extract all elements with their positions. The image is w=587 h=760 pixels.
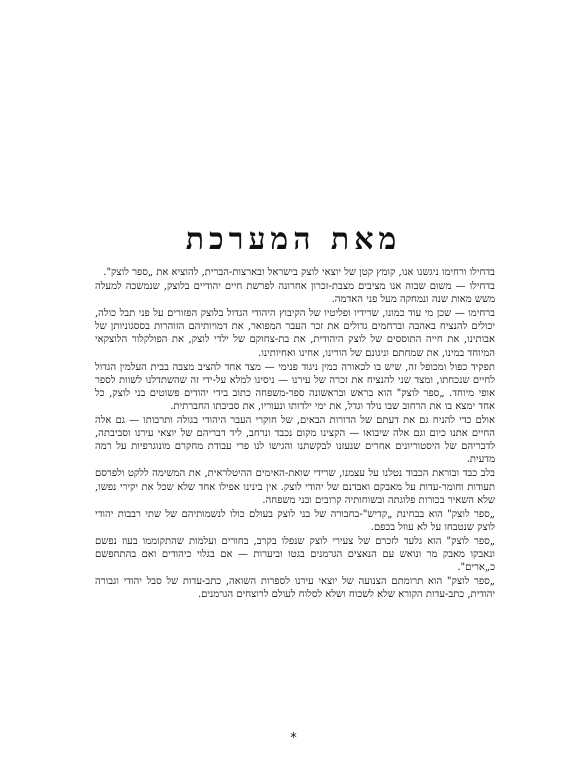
paragraph: בלב כבד ובוראת הכבוד נטלנו על עצמנו, שרידי שואת-האימים ההיטלראית, את המשימה ללקט ולפרסם תעודות וחומר-עדות על מאבקם ואבדנם של יהודי לוצק. אין בינינו אפילו אחד שלא שכל את יקירי נפשו, שלא השאיר בכורות פלוגתה ובשוחותיה קרובים ובני משפחה. (95, 468, 495, 506)
paragraph: אולם כדי להניח גם את דעתם של הדורות הבאים, של חוקרי העבר היהודי בגולה ותרבותו — גם אלה החיים אתנו כיום וגם אלה שיבואו — הקצינו מקום נכבד ונרחב, ליד דבריהם של יוצאי עירנו וסביבתה, לדבריהם של היסטוריונים אחרים שנעזנו לבקשתנו והגישו לנו פרי עבודת מחקרם מונוגרפיות על רמה מדעית. (95, 415, 495, 466)
body-text (95, 266, 495, 601)
page-title: מאת המערכת (185, 222, 402, 257)
end-asterisk: * (290, 731, 297, 746)
paragraph: תפקיד כפול ומכופל זה, שיש בו לכאורה כמין ניגוד פנימי — מצד אחד להציב מצבה בבית העלמין הגדול לחיים שנכחתו, ומצד שני להנציח את זכרה של עירנו — ניסינו למלא על-ידי זה שהשתדלנו לשוות לספר אופי מיוחד. „ספר לוצק" הוא בראש ובראשונה ספר-משפחה כתוב בידי יהודים פשוטים בני לוצק, כל אחד ימצא בו את הרחוב שבו נולד וגדל, את ימי ילדותו ונעוריו, את סביבתו החברתית. (95, 361, 495, 412)
paragraph: „ספר לוצק" הוא תרומתם הצנועה של יוצאי עירנו לספרות השואה, כתב-עדות של סבל יהודי וגבורה יהודית, כתב-עדות הקורא שלא לשכוח ושלא לסלוח לעולם לרוצחים הגרמנים. (95, 576, 495, 601)
paragraph: „ספר לוצק" הוא בבחינת „קדיש"-בחבורה של בני לוצק בעולם כולו לנשמותיהם של שתי רבבות יהודי לוצק שנטבחו על לא עוול בכפם. (95, 508, 495, 533)
paragraph: בדחילו ורחימו ניגשנו אנו, קומץ קטן של יוצאי לוצק בישראל ובארצות-הברית, להוציא את „ספר לוצק". (103, 267, 495, 278)
paragraph: בדחילו — משום שבוה אנו מציבים מצבת-זכרון אחרונה לפרשת חיים יהודיים בלוצק, שנמשכה למעלה משש מאות שנה ונמחקה מעל פני האדמה. (95, 281, 495, 306)
paragraph: „ספר לוצק" הוא גלעד לזכרם של צעירי לוצק שנפלו בקרב, בחורים ועלמות שהתקוממו בעוז נפשם ונאבקו מאבק מר ונואש עם הנאצים הגרמנים בגטו וביערות — אם בגלוי כיהודים ואם בהתחפשם כ„ארים". (95, 535, 495, 574)
paragraph: ברחימו — שכן מי עוד כמונו, שרידיו ופליטיו של הקיבוץ היהודי הגדול בלוצק הפזורים על פני תבל כולה, יכולים להנציח באהבה וברחמים גדולים את זכר העבר המפואר, את דמויותיהם הזוהרות בססגוניותן של אבותינו, את חייה התוססים של לוצק היהודית, את בת-צחוקם של ילדי לוצק, את הפולקלור הלוצקאי המיוחד במינו, את שמחתם וניגונם של הורינו, אחינו ואחיותינו. (95, 308, 495, 359)
